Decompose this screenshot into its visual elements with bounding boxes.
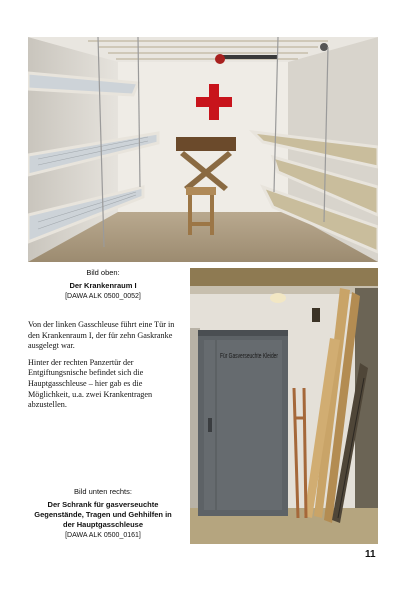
caption-top-title: Der Krankenraum I: [69, 281, 137, 290]
caption-bottom-title: Der Schrank für gasverseuchte Gegenstände, Tragen und Gehhilfen in der Hauptgasschleuse: [34, 500, 172, 529]
caption-bottom: [28, 487, 178, 541]
caption-bottom-label: Bild unten rechts:: [74, 487, 132, 496]
cabinet-photo: [190, 268, 378, 544]
body-text: [28, 320, 180, 417]
caption-bottom-reference: [DAWA ALK 0500_0161]: [65, 532, 141, 539]
body-paragraph-2: Hinter der rechten Panzertür der Entgiftungsnische befindet sich die Hauptgasschleuse – hier gab es die Möglichkeit, u.a. zwei Krankentragen abzustellen.: [28, 357, 153, 410]
caption-top-label: Bild oben:: [86, 268, 120, 277]
page-number: 11: [365, 549, 376, 560]
body-paragraph-1: Von der linken Gasschleuse führt eine Tür in den Krankenraum I, der für zehn Gaskranke ausgelegt war.: [28, 320, 175, 351]
sick-bay-photo: [28, 37, 378, 262]
caption-top: [28, 268, 178, 302]
cabinet-sign: Für Gasverseuchte Kleider: [220, 353, 279, 360]
caption-top-reference: [DAWA ALK 0500_0052]: [65, 293, 141, 300]
